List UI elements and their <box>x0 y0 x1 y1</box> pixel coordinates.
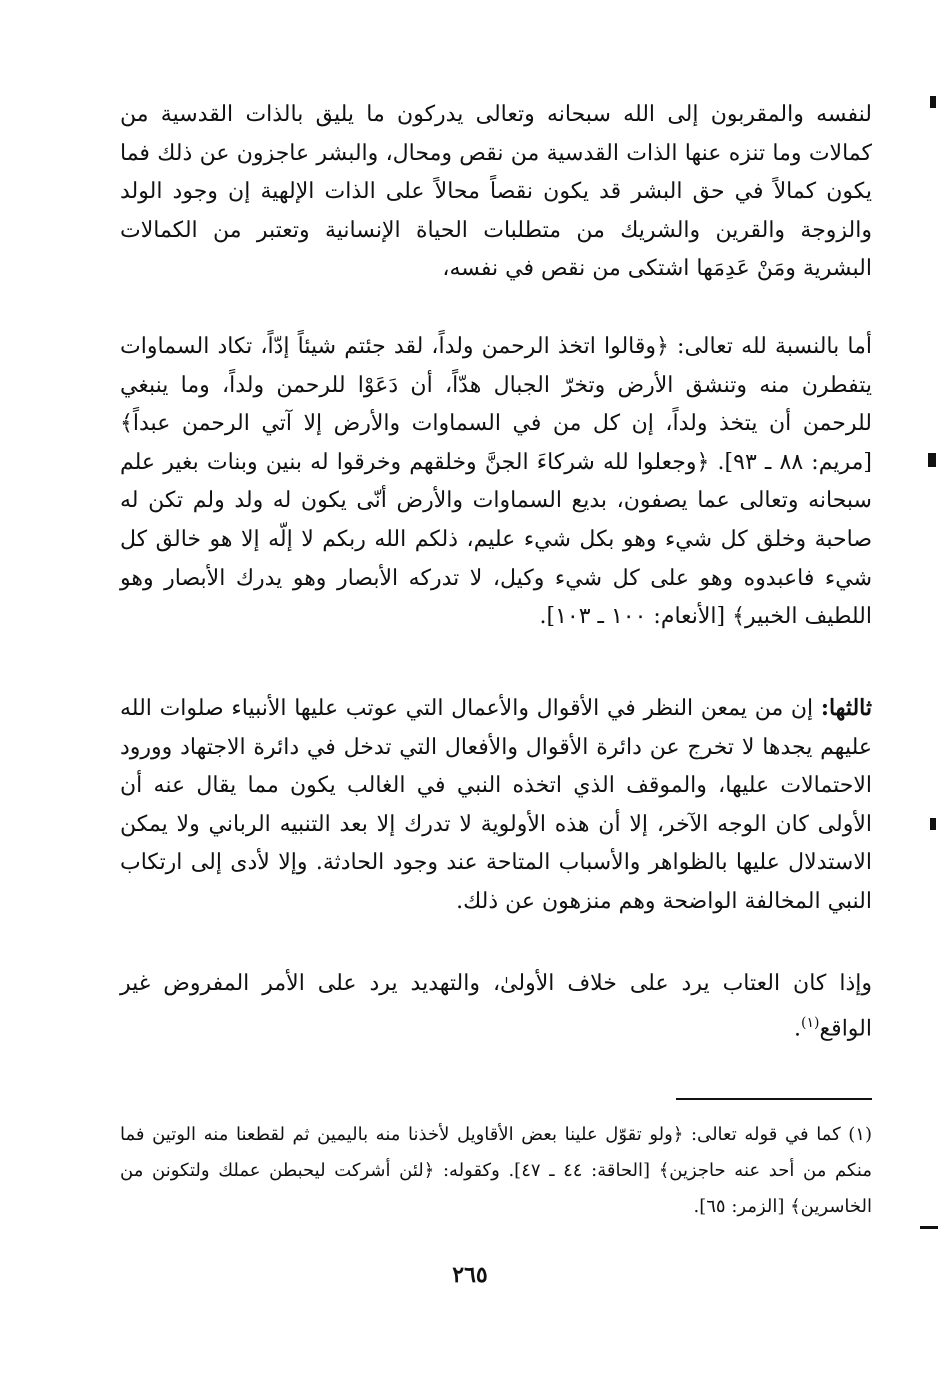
page-number: ٢٦٥ <box>452 1262 488 1288</box>
footnote-reference[interactable]: (١) <box>801 1014 820 1031</box>
paragraph-4-body: وإذا كان العتاب يرد على خلاف الأولىٰ، والتهديد يرد على الأمر المفروض غير الواقع <box>120 971 872 1041</box>
paragraph-4-end: . <box>794 1015 801 1041</box>
paragraph-1: لنفسه والمقربون إلى الله سبحانه وتعالى يدركون ما يليق بالذات القدسية من كمالات وما تنزه عنها الذات القدسية من نقص ومحال، والبشر عاجزون عن ذلك فما يكون كمالاً في حق البشر قد يكون نقصاً محالاً على الذات الإلهية إن وجود الولد والزوجة والقرين والشريك من متطلبات الحياة الإنسانية وتعتبر من الكمالات البشرية ومَنْ عَدِمَها اشتكى من نقص في نفسه، <box>120 102 872 282</box>
paragraph-3 <box>120 689 872 922</box>
paragraph-3-heading: ثالثها: <box>820 695 872 721</box>
scan-edge-mark <box>930 96 936 108</box>
scan-edge-mark <box>920 1226 938 1229</box>
scan-edge-mark <box>930 818 936 830</box>
paragraph-2: أما بالنسبة لله تعالى: ﴿وقالوا اتخذ الرحمن ولداً، لقد جئتم شيئاً إدّاً، تكاد السماوات يتفطرن منه وتنشق الأرض وتخرّ الجبال هدّاً، أن دَعَوْا للرحمن ولداً، وما ينبغي للرحمن أن يتخذ ولداً، إن كل من في السماوات والأرض إلا آتي الرحمن عبداً﴾ [مريم: ٨٨ ـ ٩٣]. ﴿وجعلوا لله شركاءَ الجنَّ وخلقهم وخرقوا له بنين وبنات بغير علم سبحانه وتعالى عما يصفون، بديع السماوات والأرض أنّى يكون له ولد ولم تكن له صاحبة وخلق كل شيء وهو بكل شيء عليم، ذلكم الله ربكم لا إلّه إلا هو خالق كل شيء فاعبدوه وهو على كل شيء وكيل، لا تدركه الأبصار وهو يدرك الأبصار وهو اللطيف الخبير﴾ [الأنعام: ١٠٠ ـ ١٠٣]. <box>120 334 872 630</box>
scan-edge-mark <box>928 453 936 467</box>
footnote-1: (١) كما في قوله تعالى: ﴿ولو تقوّل علينا بعض الأقاويل لأخذنا منه باليمين ثم لقطعنا منه الوتين فما منكم من أحد عنه حاجزين﴾ [الحاقة: ٤٤ ـ ٤٧]. وكقوله: ﴿لئن أشركت ليحبطن عملك ولتكونن من الخاسرين﴾ [الزمر: ٦٥]. <box>120 1124 872 1217</box>
footnote-divider <box>676 1098 872 1100</box>
paragraph-4 <box>120 965 872 1049</box>
paragraph-3-body: إن من يمعن النظر في الأقوال والأعمال التي عوتب عليها الأنبياء صلوات الله عليهم يجدها لا تخرج عن دائرة الأقوال والأفعال التي تدخل في دائرة الاجتهاد وورود الاحتمالات عليها، والموقف الذي اتخذه النبي في الغالب يكون مما يقال عنه أن الأولى كان الوجه الآخر، إلا أن هذه الأولوية لا تدرك إلا بعد التنبيه الرباني ولا يمكن الاستدلال عليها بالظواهر والأسباب المتاحة عند وجود الحادثة. وإلا لأدى إلى ارتكاب النبي المخالفة الواضحة وهم منزهون عن ذلك. <box>120 696 872 914</box>
